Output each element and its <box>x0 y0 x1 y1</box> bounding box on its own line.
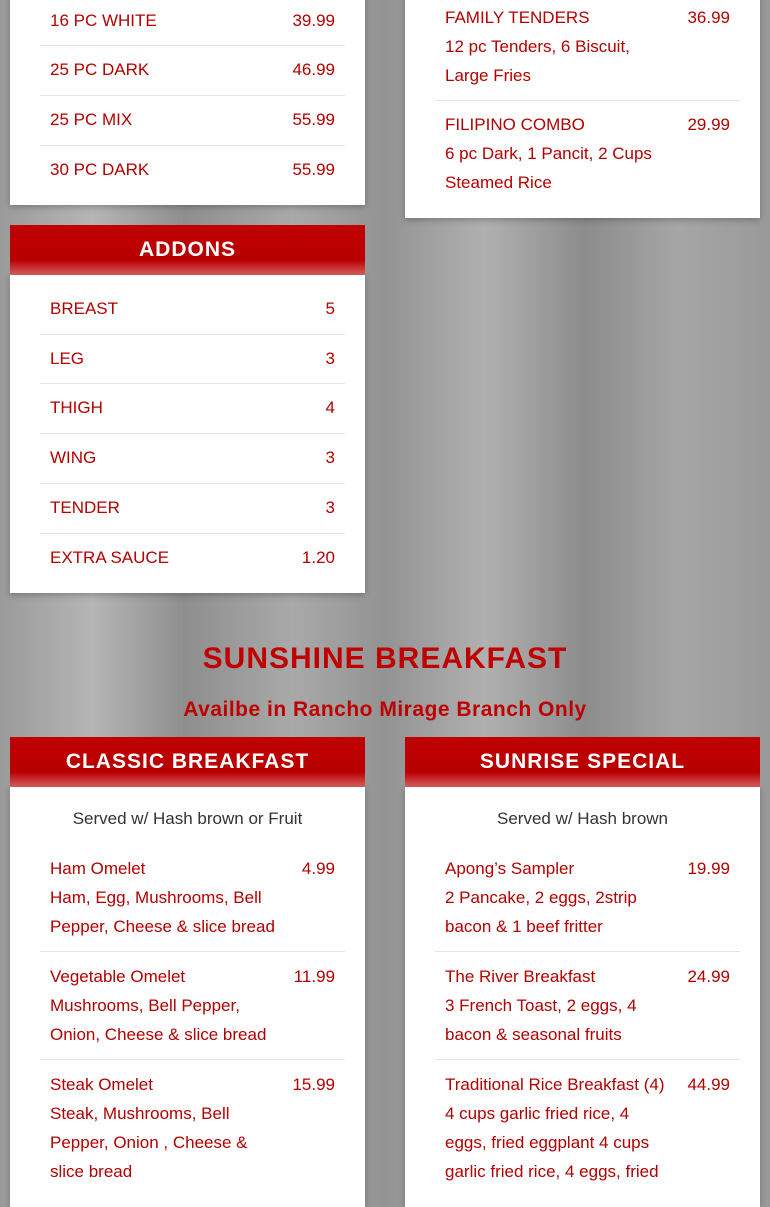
addons-card <box>10 275 365 593</box>
item-name: Apong’s Sampler <box>445 859 575 878</box>
item-name: Traditional Rice Breakfast (4) <box>445 1075 665 1094</box>
item-price: 15.99 <box>292 1075 335 1094</box>
item-price: 24.99 <box>687 967 730 986</box>
item-name: 30 PC DARK <box>50 160 150 179</box>
addons-header: ADDONS <box>10 225 365 275</box>
menu-row <box>435 1060 740 1200</box>
menu-row <box>40 854 345 952</box>
item-price: 36.99 <box>687 8 730 27</box>
item-name: WING <box>50 448 97 467</box>
item-text <box>50 1070 285 1186</box>
menu-row <box>40 96 345 146</box>
item-price: 11.99 <box>293 967 335 986</box>
menu-row <box>40 534 345 583</box>
item-price: 4.99 <box>301 859 335 878</box>
menu-row <box>40 952 345 1060</box>
item-name: LEG <box>50 349 85 368</box>
menu-row <box>40 0 345 46</box>
item-text <box>445 854 660 941</box>
classic-breakfast-card <box>10 787 365 1207</box>
item-price: 55.99 <box>292 110 335 129</box>
section-subtitle: Availbe in Rancho Mirage Branch Only <box>183 698 587 721</box>
item-price: 5 <box>325 299 335 318</box>
item-desc: Steak, Mushrooms, Bell Pepper, Onion , Cheese & slice bread <box>50 1104 248 1181</box>
item-price: 44.99 <box>687 1075 730 1094</box>
item-desc: 3 French Toast, 2 eggs, 4 bacon & seasonal fruits <box>445 996 637 1044</box>
bucket-menu-card <box>10 0 365 205</box>
item-price: 1.20 <box>301 548 335 567</box>
family-menu-card <box>405 0 760 218</box>
served-note: Served w/ Hash brown or Fruit <box>72 809 303 828</box>
classic-breakfast-header: CLASSIC BREAKFAST <box>10 737 365 787</box>
menu-row <box>40 434 345 484</box>
menu-row <box>40 335 345 384</box>
item-name: BREAST <box>50 299 119 318</box>
item-text <box>445 3 655 90</box>
item-price: 29.99 <box>687 115 730 134</box>
item-desc: 6 pc Dark, 1 Pancit, 2 Cups Steamed Rice <box>445 144 652 192</box>
item-price: 3 <box>325 448 335 467</box>
menu-row <box>40 484 345 534</box>
menu-row <box>435 952 740 1060</box>
item-price: 4 <box>325 398 335 417</box>
item-text <box>445 110 665 197</box>
item-price: 3 <box>325 349 335 368</box>
section-title: SUNSHINE BREAKFAST <box>202 642 568 675</box>
menu-row <box>40 1060 345 1200</box>
item-price: 3 <box>325 498 335 517</box>
item-desc: Ham, Egg, Mushrooms, Bell Pepper, Cheese & slice bread <box>50 888 275 936</box>
item-price: 39.99 <box>292 11 335 30</box>
menu-row <box>435 854 740 952</box>
item-name: 25 PC MIX <box>50 110 133 129</box>
item-name: EXTRA SAUCE <box>50 548 170 567</box>
item-name: Ham Omelet <box>50 859 146 878</box>
menu-row <box>435 101 740 211</box>
item-text <box>50 962 285 1049</box>
item-name: Steak Omelet <box>50 1075 153 1094</box>
item-text <box>445 962 660 1049</box>
item-name: TENDER <box>50 498 120 517</box>
item-price: 46.99 <box>292 60 335 79</box>
menu-row <box>40 146 345 195</box>
sunrise-special-card <box>405 787 760 1207</box>
item-price: 19.99 <box>687 859 730 878</box>
item-name: FILIPINO COMBO <box>445 115 585 134</box>
item-name: 25 PC DARK <box>50 60 150 79</box>
item-desc: 12 pc Tenders, 6 Biscuit, Large Fries <box>445 37 630 85</box>
item-text <box>445 1070 675 1186</box>
item-name: FAMILY TENDERS <box>445 8 590 27</box>
menu-row <box>40 384 345 434</box>
menu-row <box>435 0 740 101</box>
item-name: THIGH <box>50 398 103 417</box>
item-desc: 4 cups garlic fried rice, 4 eggs, fried eggplant 4 cups garlic fried rice, 4 eggs, fried <box>445 1104 659 1181</box>
item-price: 55.99 <box>292 160 335 179</box>
item-name: 16 PC WHITE <box>50 11 157 30</box>
item-text <box>50 854 285 941</box>
served-note: Served w/ Hash brown <box>496 809 669 828</box>
sunrise-special-header: SUNRISE SPECIAL <box>405 737 760 787</box>
item-name: Vegetable Omelet <box>50 967 186 986</box>
item-desc: Mushrooms, Bell Pepper, Onion, Cheese & slice bread <box>50 996 267 1044</box>
menu-row <box>40 285 345 335</box>
menu-row <box>40 46 345 96</box>
item-name: The River Breakfast <box>445 967 596 986</box>
item-desc: 2 Pancake, 2 eggs, 2strip bacon & 1 beef fritter <box>445 888 637 936</box>
